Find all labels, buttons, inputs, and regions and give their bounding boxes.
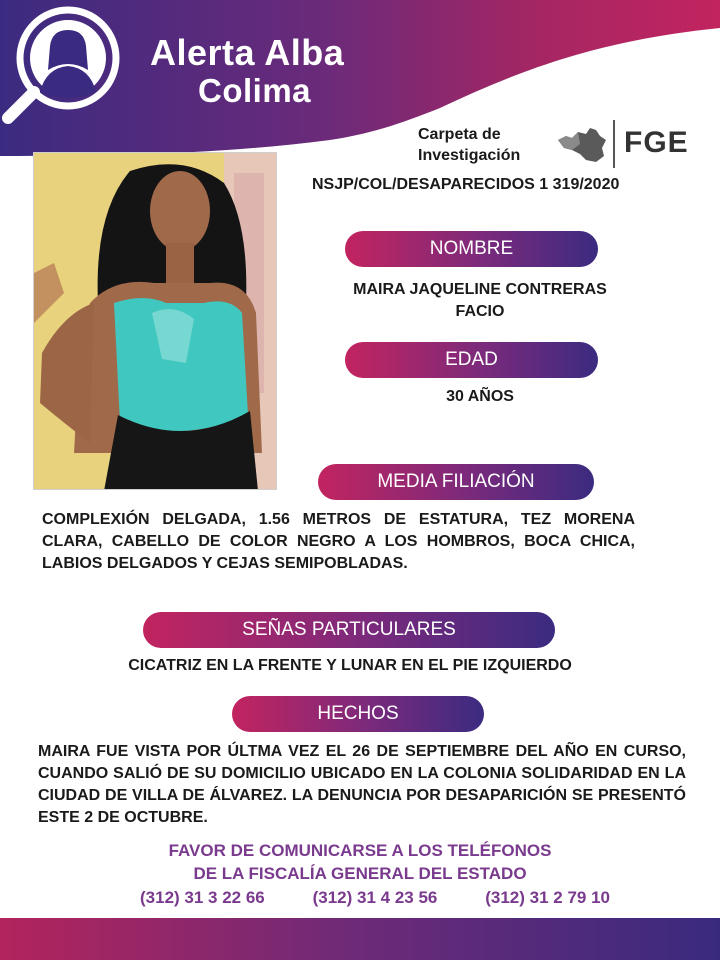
- alert-subtitle: Colima: [198, 72, 312, 109]
- hechos-heading: HECHOS: [232, 696, 484, 732]
- alert-title: Alerta Alba: [150, 32, 345, 73]
- edad-heading: EDAD: [345, 342, 598, 378]
- carpeta-label: Carpeta de Investigación: [418, 126, 521, 164]
- person-photo-illustration: [34, 153, 277, 490]
- nombre-heading: NOMBRE: [345, 231, 598, 267]
- missing-person-photo: [33, 152, 277, 490]
- contact-line-1: FAVOR DE COMUNICARSE A LOS TELÉFONOS: [168, 841, 552, 860]
- phone-number-2[interactable]: (312) 31 4 23 56: [312, 888, 438, 907]
- media-filiacion-text: COMPLEXIÓN DELGADA, 1.56 METROS DE ESTATURA, TEZ MORENA CLARA, CABELLO DE COLOR NEGRO A LOS HOMBROS, BOCA CHICA, LABIOS DELGADOS Y CEJAS SEMIPOBLADAS.: [42, 511, 635, 572]
- senas-particulares-text: CICATRIZ EN LA FRENTE Y LUNAR EN EL PIE IZQUIERDO: [128, 657, 572, 674]
- contact-line-2: DE LA FISCALÍA GENERAL DEL ESTADO: [193, 864, 527, 883]
- hechos-text: MAIRA FUE VISTA POR ÚLTMA VEZ EL 26 DE SEPTIEMBRE DEL AÑO EN CURSO, CUANDO SALIÓ DE SU DOMICILIO UBICADO EN LA COLONIA SOLIDARIDAD EN LA CIUDAD DE VILLA DE ÁLVAREZ. LA DENUNCIA POR DESAPARICIÓN SE PRESENTÓ ESTE 2 DE OCTUBRE.: [38, 743, 686, 826]
- case-number: NSJP/COL/DESAPARECIDOS 1 319/2020: [312, 176, 620, 193]
- nombre-value: MAIRA JAQUELINE CONTRERAS FACIO: [353, 281, 607, 320]
- colima-map-icon: [556, 126, 608, 164]
- magnifier-person-logo-icon: [0, 0, 126, 126]
- logo-divider: [613, 120, 615, 168]
- phone-number-1[interactable]: (312) 31 3 22 66: [140, 888, 265, 907]
- phone-list: [140, 888, 610, 908]
- senas-particulares-heading: SEÑAS PARTICULARES: [143, 612, 555, 648]
- header-banner: [0, 0, 720, 160]
- fge-logo: FGE: [624, 126, 689, 159]
- footer-bar: [0, 918, 720, 960]
- edad-value: 30 AÑOS: [446, 388, 514, 405]
- media-filiacion-heading: MEDIA FILIACIÓN: [318, 464, 594, 500]
- phone-number-3[interactable]: (312) 31 2 79 10: [485, 888, 610, 907]
